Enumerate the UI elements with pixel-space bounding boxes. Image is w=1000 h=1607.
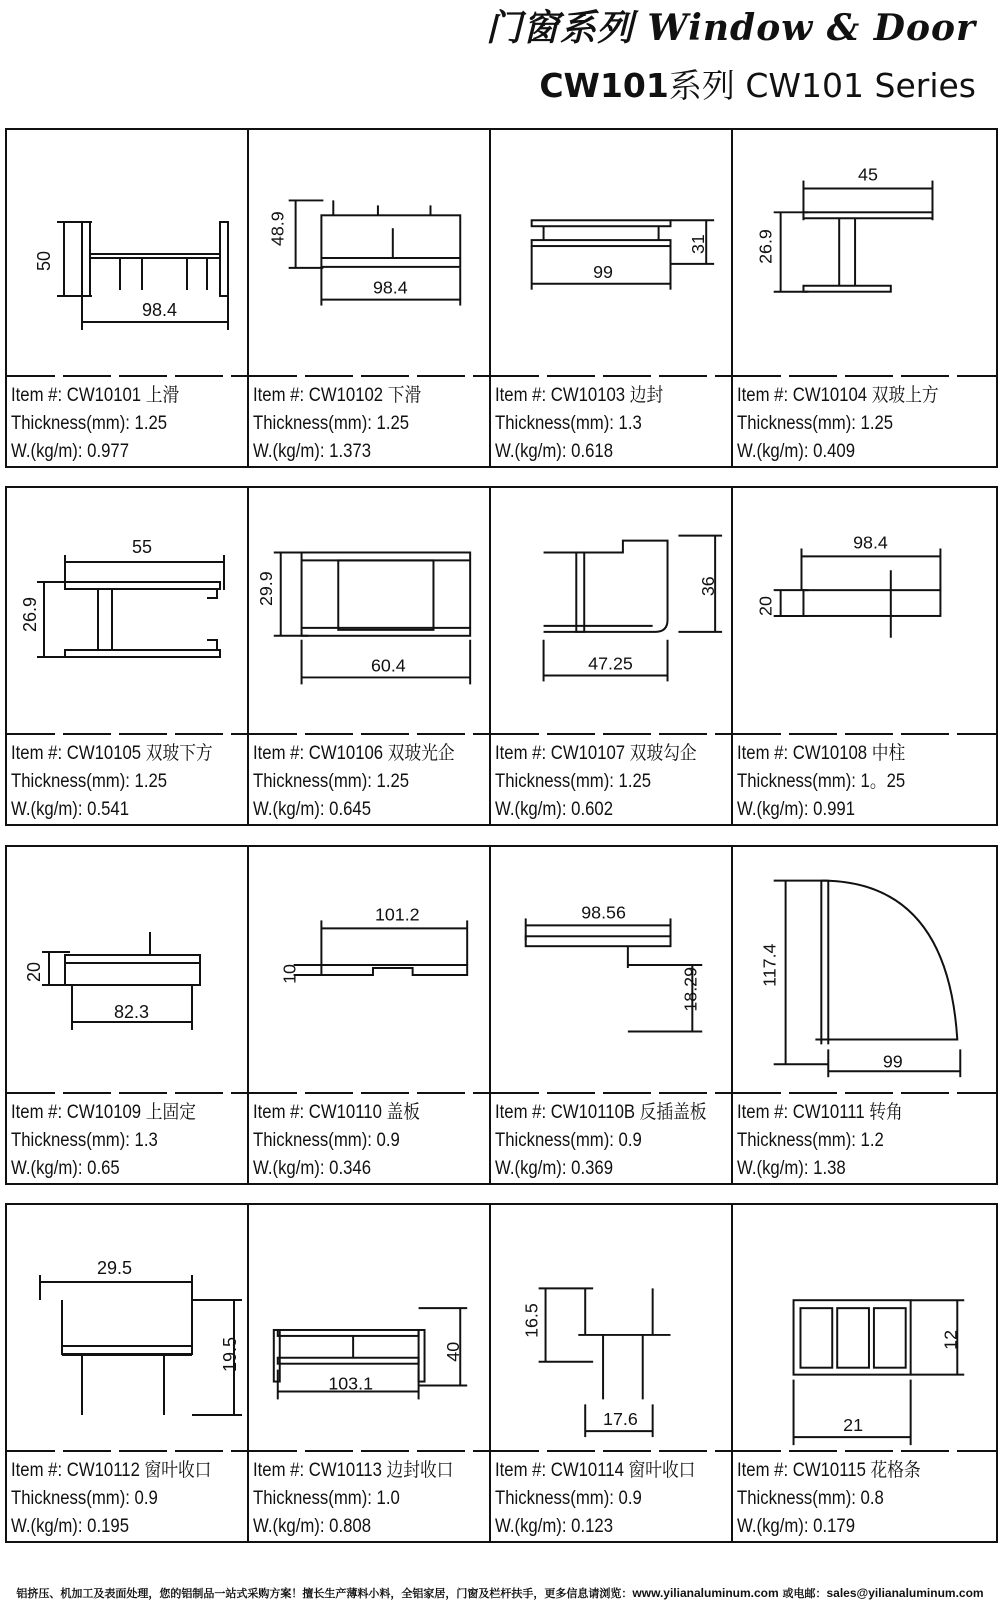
weight-line: W.(kg/m): 1.38 — [737, 1158, 846, 1179]
item-line: Item #: CW10104 双玻上方 — [737, 385, 939, 406]
dimension-label: 29.9 — [255, 571, 276, 607]
weight-line: W.(kg/m): 1.373 — [253, 441, 372, 462]
dashed-divider — [249, 733, 489, 735]
product-info — [253, 1099, 420, 1183]
footer-text: 铝挤压、机加工及表面处理，您的铝制品一站式采购方案！擅长生产薄料小料，全铝家居，门窗及栏杆扶手，更多信息请浏览： — [16, 1587, 633, 1600]
profile-drawing — [733, 130, 996, 375]
product-info — [495, 1457, 695, 1541]
profile-drawing — [249, 847, 489, 1092]
dashed-divider — [7, 375, 247, 377]
thickness-line: Thickness(mm): 1.25 — [11, 771, 168, 792]
product-info — [253, 1457, 453, 1541]
thickness-line: Thickness(mm): 1。25 — [737, 771, 906, 792]
item-line: Item #: CW10108 中柱 — [737, 743, 906, 764]
product-cell — [247, 130, 489, 466]
thickness-line: Thickness(mm): 1.3 — [495, 413, 642, 434]
dimension-label: 40 — [443, 1341, 464, 1362]
profile-drawing — [491, 847, 731, 1092]
dimension-label: 36 — [698, 576, 719, 597]
dimension-label: 50 — [34, 250, 54, 271]
dimension-label: 17.6 — [603, 1409, 638, 1430]
dashed-divider — [491, 1092, 731, 1094]
dashed-divider — [7, 1450, 247, 1452]
thickness-line: Thickness(mm): 0.9 — [495, 1488, 642, 1509]
product-cell — [731, 488, 996, 824]
title-en: Window & Door — [647, 7, 976, 49]
dimension-label: 99 — [882, 1051, 903, 1072]
dimension-label: 98.4 — [372, 277, 408, 298]
dimension-label: 82.3 — [114, 1002, 150, 1022]
product-info — [495, 740, 697, 824]
item-line: Item #: CW10110 盖板 — [253, 1102, 420, 1123]
product-info — [11, 1099, 196, 1183]
item-line: Item #: CW10111 转角 — [737, 1102, 903, 1123]
weight-line: W.(kg/m): 0.977 — [11, 441, 130, 462]
product-cell — [7, 130, 247, 466]
dimension-label: 103.1 — [328, 1373, 373, 1394]
weight-line: W.(kg/m): 0.602 — [495, 799, 614, 820]
dimension-label: 16.5 — [521, 1303, 542, 1338]
product-info — [737, 382, 939, 466]
dashed-divider — [491, 375, 731, 377]
dimension-label: 99 — [593, 261, 614, 282]
profile-drawing — [249, 1205, 489, 1450]
product-cell — [489, 847, 731, 1183]
product-info — [737, 1457, 921, 1541]
thickness-line: Thickness(mm): 0.9 — [11, 1488, 158, 1509]
item-line: Item #: CW10101 上滑 — [11, 385, 180, 406]
profile-drawing — [491, 488, 731, 733]
footer — [0, 1585, 1000, 1601]
product-cell — [489, 130, 731, 466]
weight-line: W.(kg/m): 0.179 — [737, 1516, 856, 1537]
dimension-label: 45 — [858, 164, 878, 185]
dashed-divider — [491, 1450, 731, 1452]
product-row — [5, 486, 998, 826]
product-info — [495, 382, 663, 466]
product-info — [495, 1099, 707, 1183]
product-row — [5, 128, 998, 468]
thickness-line: Thickness(mm): 1.25 — [11, 413, 168, 434]
footer-email[interactable]: sales@yilianaluminum.com — [826, 1586, 984, 1600]
profile-drawing — [491, 1205, 731, 1450]
series-title — [539, 60, 976, 107]
product-cell — [7, 847, 247, 1183]
dashed-divider — [249, 1450, 489, 1452]
dashed-divider — [249, 1092, 489, 1094]
product-cell — [489, 488, 731, 824]
weight-line: W.(kg/m): 0.645 — [253, 799, 372, 820]
dashed-divider — [733, 1092, 996, 1094]
dimension-label: 20 — [755, 596, 776, 616]
profile-drawing — [7, 130, 247, 375]
product-cell — [7, 1205, 247, 1541]
item-line: Item #: CW10102 下滑 — [253, 385, 422, 406]
product-cell — [489, 1205, 731, 1541]
dashed-divider — [491, 733, 731, 735]
product-cell — [7, 488, 247, 824]
item-line: Item #: CW10113 边封收口 — [253, 1460, 454, 1481]
product-cell — [247, 847, 489, 1183]
series-en: CW101 Series — [745, 66, 976, 105]
product-info — [11, 1457, 211, 1541]
weight-line: W.(kg/m): 0.123 — [495, 1516, 614, 1537]
dimension-label: 98.4 — [142, 300, 178, 320]
profile-drawing — [491, 130, 731, 375]
product-row — [5, 845, 998, 1185]
thickness-line: Thickness(mm): 0.8 — [737, 1488, 884, 1509]
dimension-label: 31 — [688, 234, 709, 254]
profile-drawing — [249, 488, 489, 733]
profile-drawing — [7, 488, 247, 733]
product-cell — [731, 130, 996, 466]
weight-line: W.(kg/m): 0.369 — [495, 1158, 614, 1179]
product-cell — [731, 847, 996, 1183]
title-cn: 门窗系列 — [485, 7, 634, 49]
thickness-line: Thickness(mm): 0.9 — [253, 1130, 400, 1151]
profile-drawing — [249, 130, 489, 375]
thickness-line: Thickness(mm): 1.0 — [253, 1488, 400, 1509]
product-row — [5, 1203, 998, 1543]
product-info — [737, 1099, 903, 1183]
page-title — [486, 0, 976, 51]
thickness-line: Thickness(mm): 1.25 — [253, 413, 410, 434]
item-line: Item #: CW10114 窗叶收口 — [495, 1460, 696, 1481]
dashed-divider — [7, 1092, 247, 1094]
dimension-label: 98.56 — [581, 902, 626, 923]
dimension-label: 18.29 — [680, 966, 701, 1012]
dimension-label: 26.9 — [755, 229, 776, 264]
series-cn: 系列 — [668, 66, 735, 105]
item-line: Item #: CW10106 双玻光企 — [253, 743, 455, 764]
weight-line: W.(kg/m): 0.808 — [253, 1516, 372, 1537]
footer-website[interactable]: www.yilianaluminum.com — [632, 1586, 779, 1600]
dimension-label: 47.25 — [588, 653, 633, 674]
dimension-label: 20 — [24, 961, 44, 982]
product-info — [253, 382, 421, 466]
footer-email-label: 或电邮： — [782, 1587, 827, 1600]
dimension-label: 12 — [940, 1329, 961, 1350]
product-cell — [731, 1205, 996, 1541]
thickness-line: Thickness(mm): 1.25 — [253, 771, 410, 792]
thickness-line: Thickness(mm): 1.25 — [495, 771, 652, 792]
thickness-line: Thickness(mm): 1.25 — [737, 413, 894, 434]
item-line: Item #: CW10105 双玻下方 — [11, 743, 213, 764]
dimension-label: 19.5 — [220, 1336, 240, 1372]
item-line: Item #: CW10110B 反插盖板 — [495, 1102, 707, 1123]
dashed-divider — [249, 375, 489, 377]
profile-drawing — [733, 488, 996, 733]
dimension-label: 98.4 — [853, 532, 888, 553]
profile-drawing — [733, 847, 996, 1092]
profile-drawing — [733, 1205, 996, 1450]
product-info — [253, 740, 455, 824]
dashed-divider — [733, 375, 996, 377]
dashed-divider — [733, 1450, 996, 1452]
item-line: Item #: CW10115 花格条 — [737, 1460, 921, 1481]
product-info — [11, 740, 213, 824]
item-line: Item #: CW10103 边封 — [495, 385, 664, 406]
weight-line: W.(kg/m): 0.991 — [737, 799, 856, 820]
weight-line: W.(kg/m): 0.65 — [11, 1158, 120, 1179]
dimension-label: 55 — [132, 537, 153, 557]
product-info — [737, 740, 905, 824]
dashed-divider — [7, 733, 247, 735]
dimension-label: 117.4 — [759, 943, 780, 987]
thickness-line: Thickness(mm): 1.2 — [737, 1130, 884, 1151]
series-code: CW101 — [539, 66, 669, 105]
dimension-label: 21 — [843, 1415, 864, 1436]
product-info — [11, 382, 179, 466]
profile-drawing — [7, 847, 247, 1092]
dimension-label: 26.9 — [20, 596, 40, 632]
profile-drawing — [7, 1205, 247, 1450]
dashed-divider — [733, 733, 996, 735]
thickness-line: Thickness(mm): 0.9 — [495, 1130, 642, 1151]
dimension-label: 10 — [279, 964, 300, 984]
dimension-label: 48.9 — [267, 211, 288, 247]
product-cell — [247, 488, 489, 824]
weight-line: W.(kg/m): 0.541 — [11, 799, 130, 820]
weight-line: W.(kg/m): 0.346 — [253, 1158, 372, 1179]
dimension-label: 60.4 — [370, 655, 406, 676]
product-cell — [247, 1205, 489, 1541]
item-line: Item #: CW10107 双玻勾企 — [495, 743, 697, 764]
weight-line: W.(kg/m): 0.618 — [495, 441, 614, 462]
item-line: Item #: CW10112 窗叶收口 — [11, 1460, 212, 1481]
weight-line: W.(kg/m): 0.195 — [11, 1516, 130, 1537]
thickness-line: Thickness(mm): 1.3 — [11, 1130, 158, 1151]
dimension-label: 101.2 — [374, 904, 420, 925]
item-line: Item #: CW10109 上固定 — [11, 1102, 196, 1123]
weight-line: W.(kg/m): 0.409 — [737, 441, 856, 462]
dimension-label: 29.5 — [97, 1258, 133, 1278]
